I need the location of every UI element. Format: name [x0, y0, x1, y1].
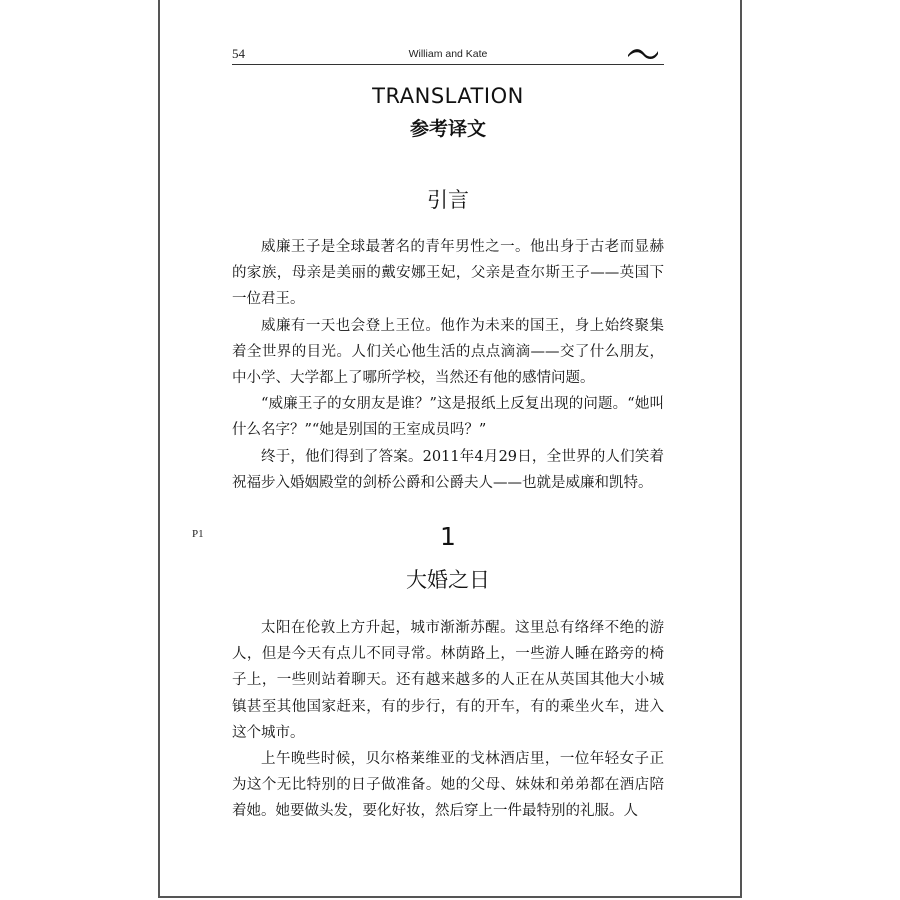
paragraph: 终于，他们得到了答案。2011年4月29日，全世界的人们笑着祝福步入婚姻殿堂的剑桥公爵和公爵夫人——也就是威廉和凯特。 — [232, 448, 664, 491]
intro-text — [232, 234, 664, 496]
chapter-text — [232, 615, 664, 825]
running-header — [232, 46, 664, 65]
page-marker: P1 — [192, 528, 204, 540]
paragraph: 威廉有一天也会登上王位。他作为未来的国王，身上始终聚集着全世界的目光。人们关心他生活的点点滴滴——交了什么朋友，中小学、大学都上了哪所学校，当然还有他的感情问题。 — [232, 317, 664, 387]
paragraph: 威廉王子是全球最著名的青年男性之一。他出身于古老而显赫的家族，母亲是美丽的戴安娜王妃，父亲是查尔斯王子——英国下一位君王。 — [232, 239, 664, 308]
translation-title: TRANSLATION — [372, 84, 524, 108]
page-number: 54 — [232, 46, 245, 61]
paragraph: 上午晚些时候，贝尔格莱维亚的戈林酒店里，一位年轻女子正为这个无比特别的日子做准备。她的父母、妹妹和弟弟都在酒店陪着她。她要做头发，要化好妆，然后穿上一件最特别的礼服。人 — [232, 751, 664, 820]
chapter-number: 1 — [440, 522, 456, 551]
paragraph: 太阳在伦敦上方升起，城市渐渐苏醒。这里总有络绎不绝的游人，但是今天有点儿不同寻常。林荫路上，一些游人睡在路旁的椅子上，一些则站着聊天。还有越来越多的人正在从英国其他大小城镇甚至其他国家赶来，有的步行，有的开车，有的乘坐火车，进入这个城市。 — [232, 620, 664, 741]
translation-title-chinese: 参考译文 — [409, 118, 486, 140]
intro-heading: 引言 — [427, 188, 469, 212]
swoosh-ornament-icon — [626, 46, 660, 65]
paragraph: “威廉王子的女朋友是谁？”这是报纸上反复出现的问题。“她叫什么名字？”“她是别国的王室成员吗？” — [232, 396, 664, 439]
chapter-title: 大婚之日 — [406, 568, 490, 592]
book-title: William and Kate — [408, 48, 488, 60]
